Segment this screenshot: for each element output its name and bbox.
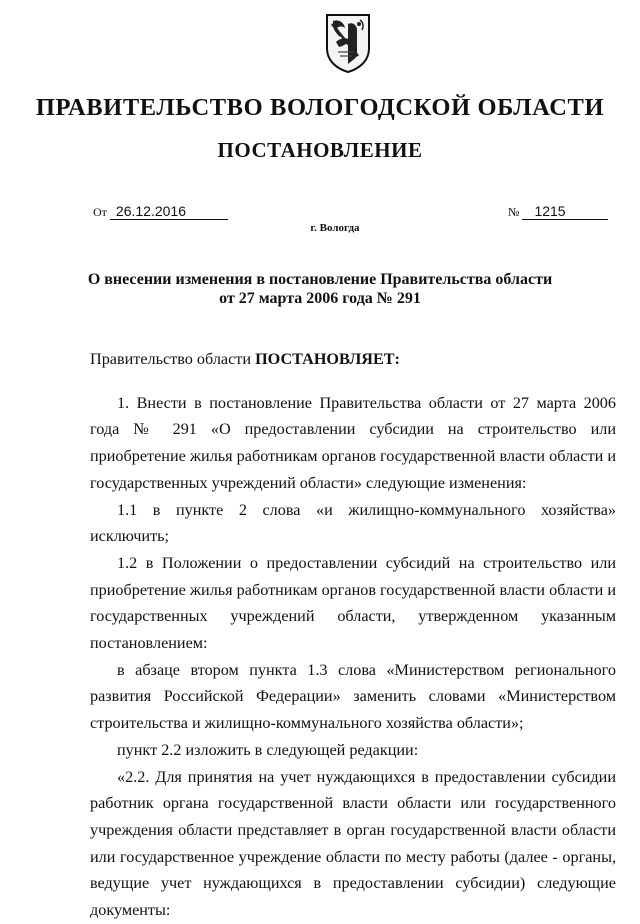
document-number-value: 1215 [522,203,608,220]
date-prefix-label: От [93,205,107,219]
preamble-resolves: ПОСТАНОВЛЯЕТ: [255,350,400,368]
paragraph: 1. Внести в постановление Правительства области от 27 марта 2006 года № 291 «О предоставлении субсидии на строительство или приобретение жилья работникам органов государственной власти области и государственных учреждений области» следующие изменения: [90,393,616,492]
document-body [90,346,616,924]
paragraph: в абзаце втором пункта 1.3 слова «Министерством регионального развития Российской Федерации» заменить словами «Министерством строительства и жилищно-коммунального хозяйства области»; [90,660,616,733]
government-title: ПРАВИТЕЛЬСТВО ВОЛОГОДСКОЙ ОБЛАСТИ [35,94,605,121]
document-date-value: 26.12.2016 [110,203,228,220]
city-label: г. Вологда [310,222,360,234]
document-date-field [93,203,228,220]
paragraph: «2.2. Для принятия на учет нуждающихся в предоставлении субсидии работник органа государственной власти области или государственного учреждения области представляет в орган государственной власти области или государственное учреждение области по месту работы (далее - органы, ведущие учет нуждающихся в предоставлении субсидии) следующие документы: [90,767,616,920]
subject-line: О внесении изменения в постановление Правительства области [87,271,553,288]
document-type-title: ПОСТАНОВЛЕНИЕ [217,138,423,162]
paragraph: 1.2 в Положении о предоставлении субсидий на строительство или приобретение жилья работникам органов государственной власти области и государственных учреждений области, утвержденном указанным постановлением: [90,553,616,653]
paragraph: 1.1 в пункте 2 слова «и жилищно-коммунального хозяйства» исключить; [90,500,616,546]
preamble-text: Правительство области [90,350,256,368]
preamble [90,346,616,373]
coat-of-arms-emblem [324,12,372,74]
document-subject [0,270,640,308]
number-prefix-label: № [508,205,520,219]
subject-line: от 27 марта 2006 года № 291 [219,290,421,307]
document-number-field [508,203,608,220]
paragraph: пункт 2.2 изложить в следующей редакции: [117,740,419,759]
